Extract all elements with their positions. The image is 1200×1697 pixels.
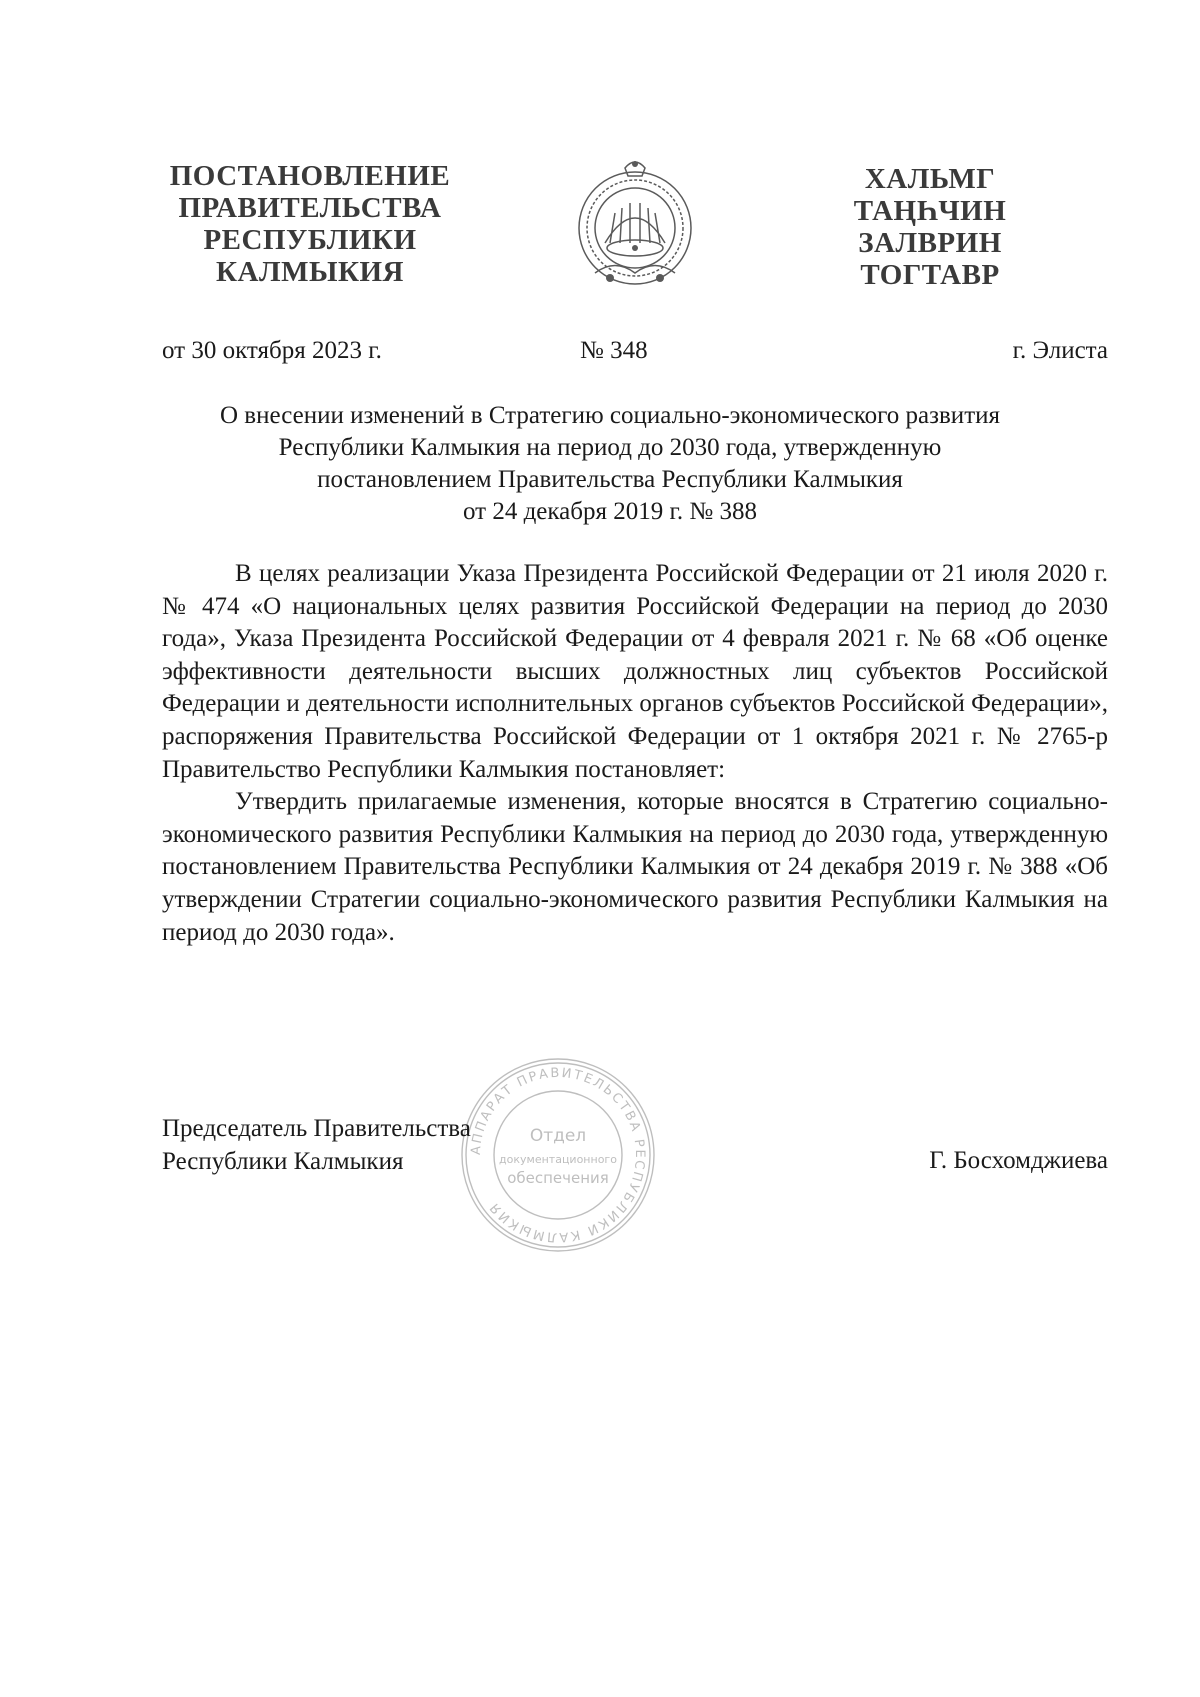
signatory-position [162,1112,471,1178]
title-line: от 24 декабря 2019 г. № 388 [462,498,758,525]
signatory-position-line: Республики Калмыкия [162,1148,404,1175]
body-paragraph-preamble: В целях реализации Указа Президента Российской Федерации от 21 июля 2020 г. № 474 «О национальных целях развития Российской Федерации на период до 2030 года», Указа Президента Российской Федерации от 4 февраля 2021 г. № 68 «Об оценке эффективности деятельности высших должностных лиц субъектов Российской Федерации и деятельности исполнительных органов субъектов Российской Федерации», распоряжения Правительства Российской Федерации от 1 октября 2021 г. № 2765-р Правительство Республики Калмыкия постановляет: [162,560,1108,783]
signatory-position-line: Председатель Правительства [162,1115,471,1142]
stamp-center-line: обеспечения [507,1169,609,1187]
kalmykia-emblem-icon [570,148,700,298]
title-line: постановлением Правительства Республики Калмыкия [317,466,903,493]
stamp-ring-text: АППАРАТ ПРАВИТЕЛЬСТВА РЕСПУБЛИКИ КАЛМЫКИЯ [468,1065,648,1245]
decree-city: г. Элиста [1012,337,1108,364]
header-left-line: РЕСПУБЛИКИ [203,224,417,256]
header-right-line: ТОГТАВР [860,259,1000,291]
decree-date: от 30 октября 2023 г. [162,337,382,364]
header-russian [160,160,460,288]
header-right-line: ЗАЛВРИН [858,227,1002,259]
header-left-line: ПРАВИТЕЛЬСТВА [178,192,442,224]
decree-title [150,400,1070,528]
body-paragraph-resolution: Утвердить прилагаемые изменения, которые вносятся в Стратегию социально-экономического развития Республики Калмыкия на период до 2030 года, утвержденную постановлением Правительства Республики Калмыкия от 24 декабря 2019 г. № 388 «Об утверждении Стратегии социально-экономического развития Республики Калмыкия на период до 2030 года». [162,788,1108,946]
header-right-line: ТАҢҺЧИН [853,195,1007,227]
header-left-line: КАЛМЫКИЯ [216,256,404,288]
header-kalmyk [835,163,1025,291]
stamp-center-line: документационного [499,1153,617,1166]
header-left-line: ПОСТАНОВЛЕНИЕ [169,160,451,192]
title-line: О внесении изменений в Стратегию социально-экономического развития [220,402,1000,429]
stamp-center-line: Отдел [529,1126,587,1146]
decree-body [162,558,1108,949]
title-line: Республики Калмыкия на период до 2030 года, утвержденную [278,434,942,461]
header-right-line: ХАЛЬМГ [864,163,996,195]
official-stamp [458,1055,658,1255]
decree-number: № 348 [580,337,648,364]
signatory-name: Г. Босхомджиева [929,1147,1108,1174]
